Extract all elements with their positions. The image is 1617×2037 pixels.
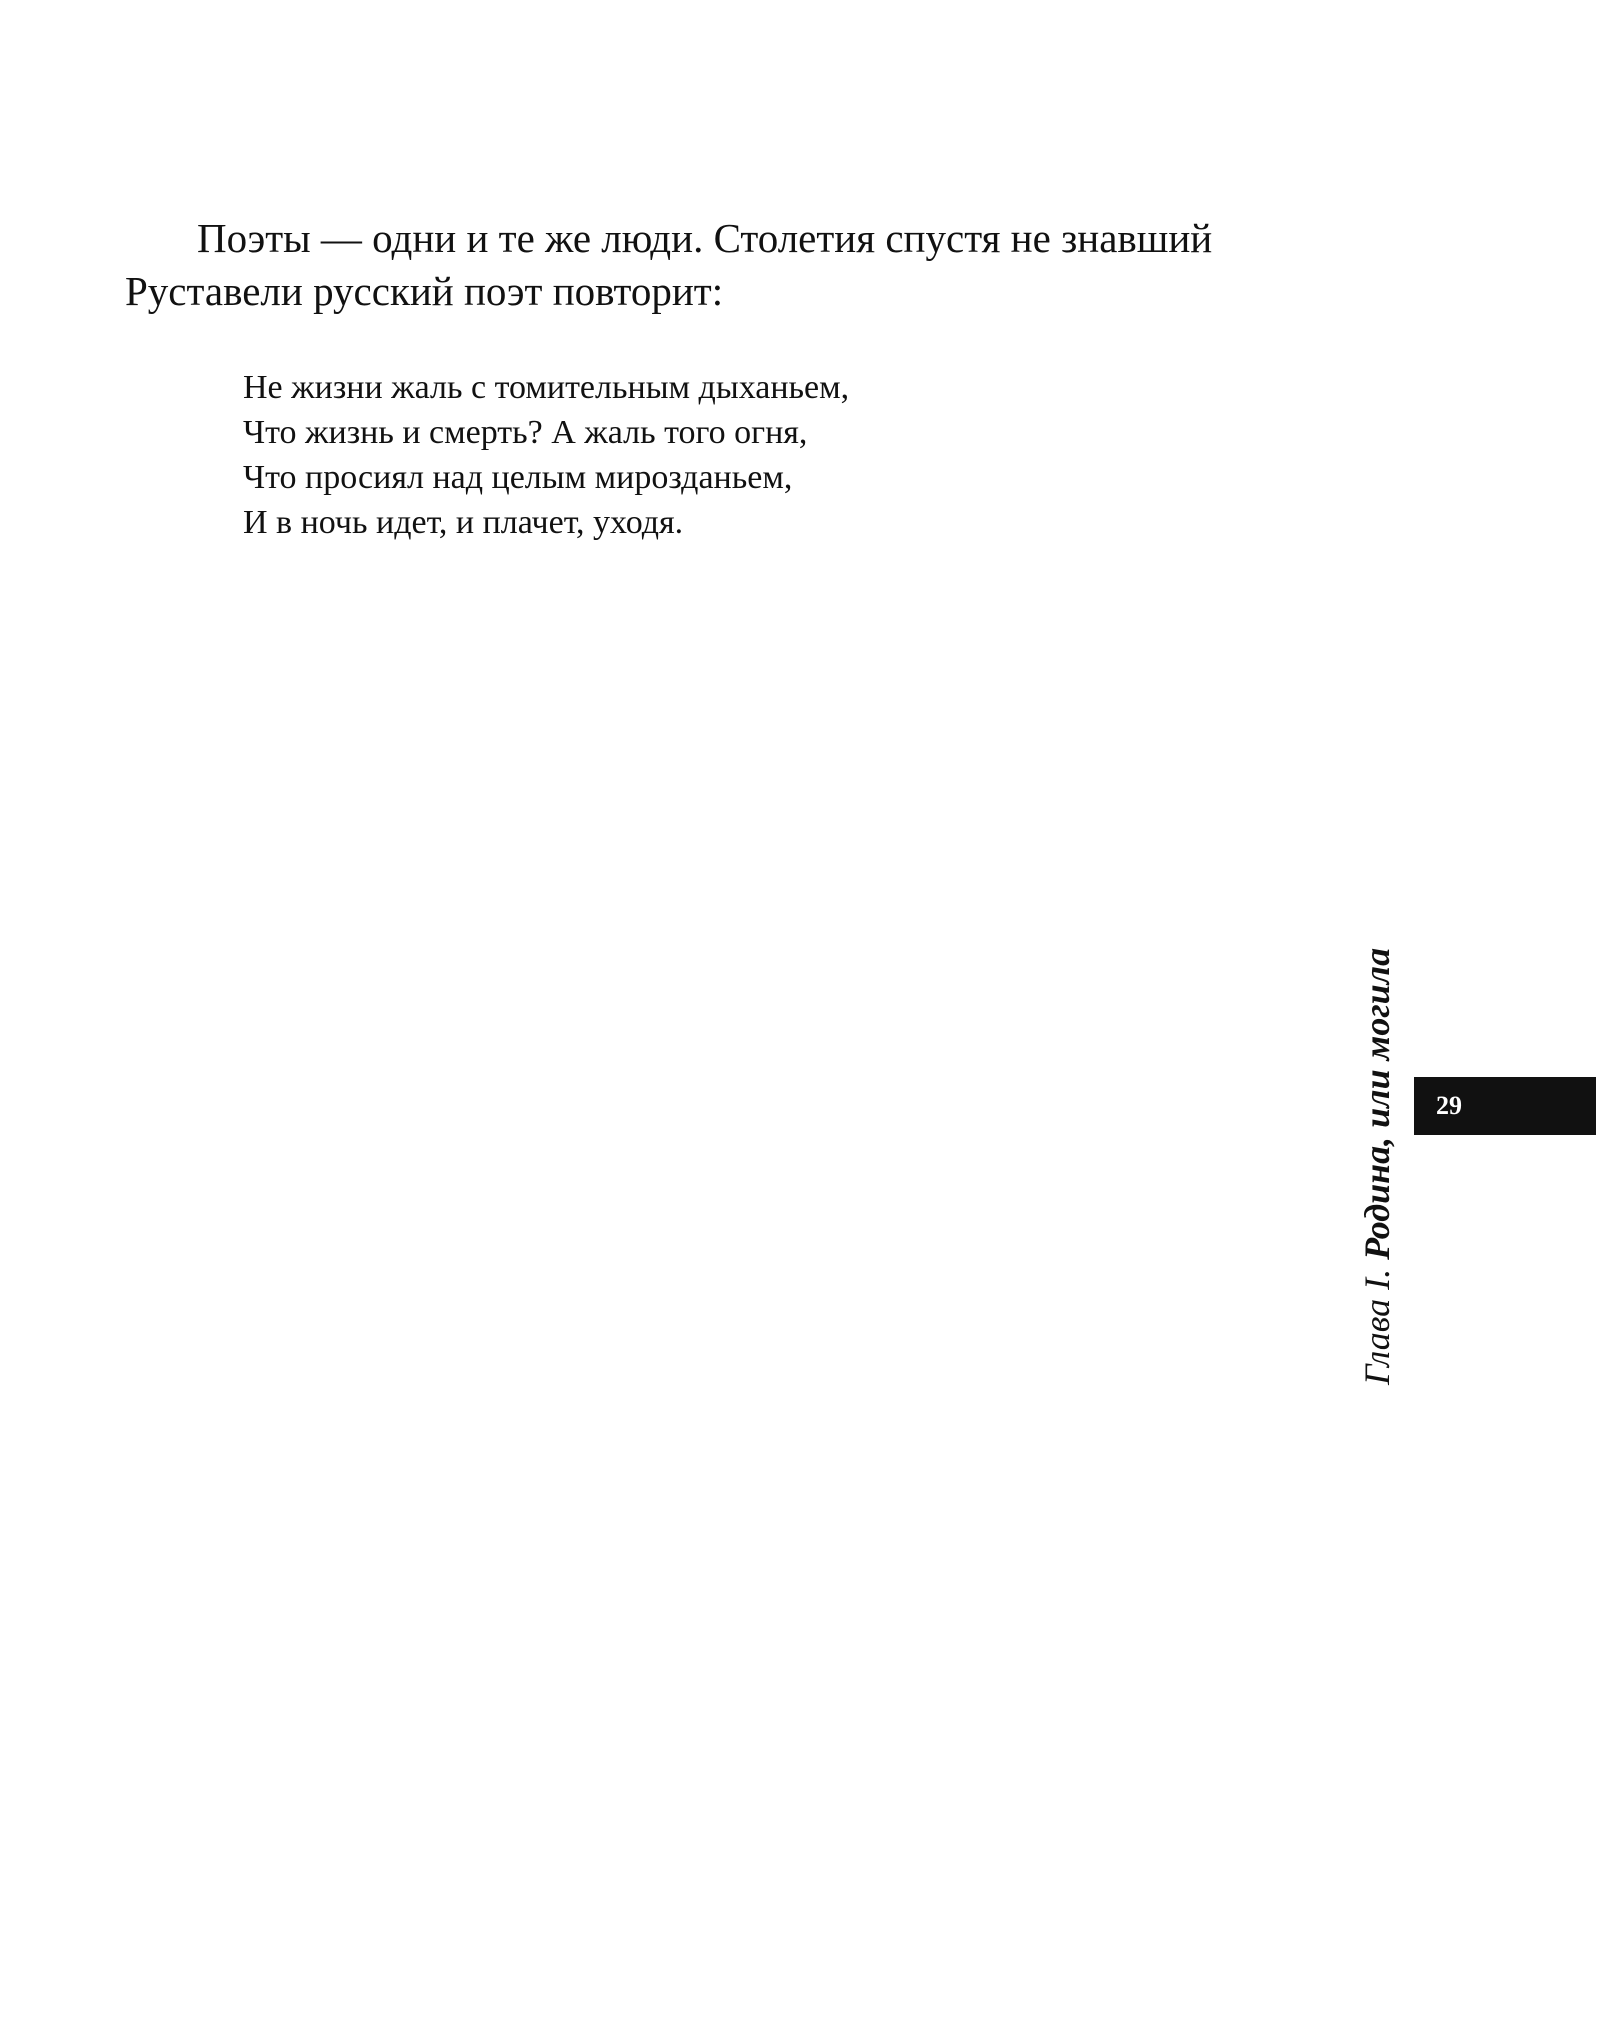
- verse-line-4: И в ночь идет, и плачет, уходя.: [243, 504, 684, 541]
- body-paragraph: [125, 212, 1325, 318]
- running-head-chapter: Глава I.: [1357, 1259, 1397, 1385]
- verse-line-2: Что жизнь и смерть? А жаль того огня,: [243, 414, 808, 451]
- paragraph-line-2: Руставели русский поэт повторит:: [125, 268, 724, 314]
- page-number-tab: [1414, 1077, 1596, 1135]
- running-head-title: Родина, или могила: [1357, 947, 1397, 1260]
- verse-line-1: Не жизни жаль с томительным дыханьем,: [243, 369, 850, 406]
- running-head-text: [1354, 885, 1400, 1385]
- verse-line-3: Что просиял над целым мирозданьем,: [243, 459, 793, 496]
- page-number: 29: [1436, 1091, 1462, 1120]
- verse-quote: [243, 365, 849, 545]
- running-head: [1354, 885, 1400, 1385]
- paragraph-line-1: Поэты — одни и те же люди. Столетия спустя не знавший: [197, 215, 1213, 261]
